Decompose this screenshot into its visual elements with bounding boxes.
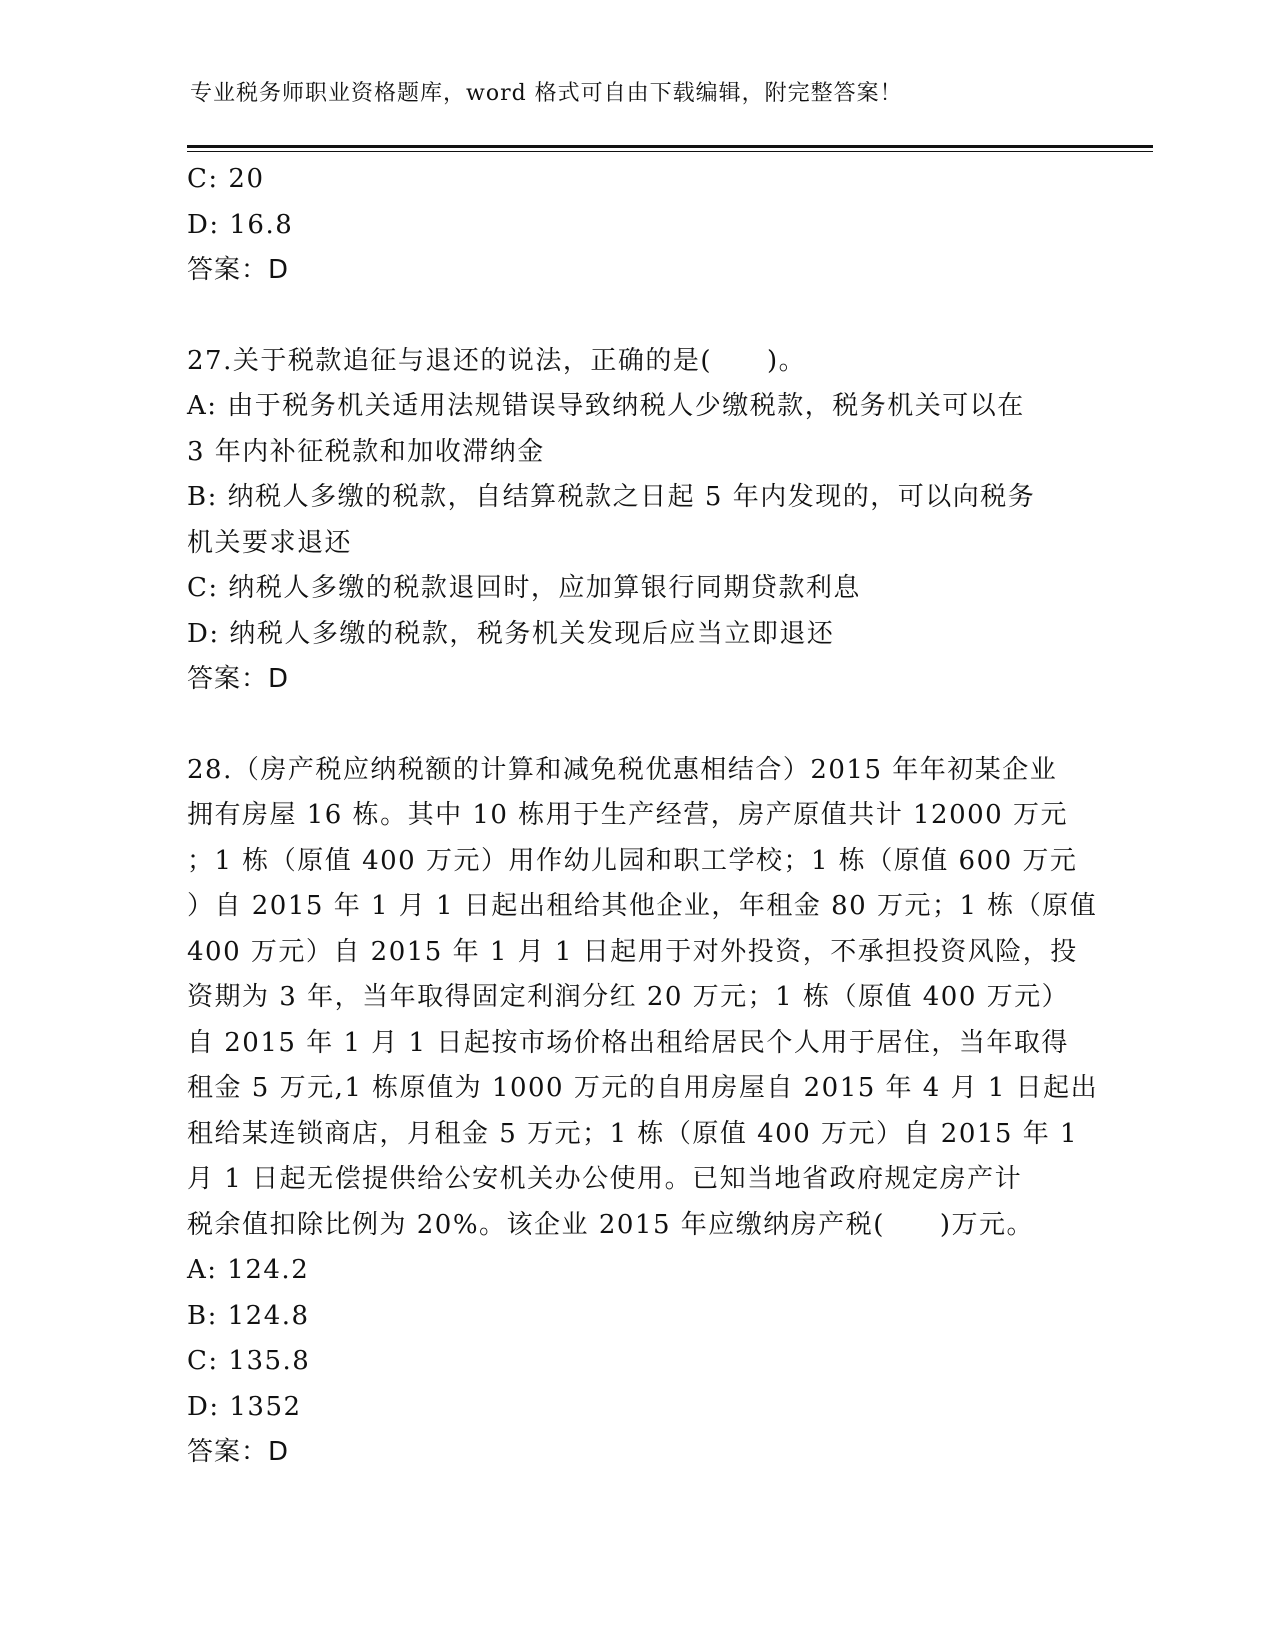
- question-28-stem-line: 月 1 日起无偿提供给公安机关办公使用。已知当地省政府规定房产计: [187, 1164, 1023, 1194]
- question-28-stem-line: 400 万元）自 2015 年 1 月 1 日起用于对外投资，不承担投资风险，投: [187, 936, 1078, 967]
- question-27-option-b: B: 纳税人多缴的税款，自结算税款之日起 5 年内发现的，可以向税务: [187, 482, 1036, 512]
- question-27-answer: 答案：D: [187, 664, 290, 694]
- spacer: [187, 294, 1087, 339]
- question-28-stem-line: 28.（房产税应纳税额的计算和减免税优惠相结合）2015 年年初某企业: [187, 754, 1058, 785]
- question-28-option-d: D: 1352: [187, 1391, 302, 1422]
- answer-line: 答案：D: [187, 255, 290, 285]
- question-28-option-a: A: 124.2: [187, 1255, 310, 1285]
- question-28-stem: [187, 748, 1099, 1249]
- header-rule-thin: [187, 151, 1153, 152]
- question-27-option-b-cont: 机关要求退还: [187, 527, 353, 558]
- question-27-option-a-cont: 3 年内补征税款和加收滞纳金: [187, 436, 545, 467]
- question-28-option-b: B: 124.8: [187, 1300, 310, 1331]
- question-28-option-c: C: 135.8: [187, 1346, 311, 1376]
- question-28-stem-line: ；1 栋（原值 400 万元）用作幼儿园和职工学校；1 栋（原值 600 万元: [187, 845, 1078, 876]
- spacer: [187, 703, 1087, 748]
- option-d: D: 16.8: [187, 209, 294, 240]
- question-27-option-d: D: 纳税人多缴的税款，税务机关发现后应当立即退还: [187, 618, 835, 649]
- question-28-stem-line: ）自 2015 年 1 月 1 日起出租给其他企业，年租金 80 万元；1 栋（原值: [187, 891, 1098, 921]
- question-28-answer: 答案：D: [187, 1437, 290, 1467]
- question-27-option-c: C: 纳税人多缴的税款退回时，应加算银行同期贷款利息: [187, 573, 861, 603]
- question-28-stem-line: 租给某连锁商店，月租金 5 万元；1 栋（原值 400 万元）自 2015 年 1: [187, 1118, 1079, 1149]
- question-28-stem-line: 租金 5 万元,1 栋原值为 1000 万元的自用房屋自 2015 年 4 月 1 日起出: [187, 1073, 1099, 1103]
- question-27-option-a: A: 由于税务机关适用法规错误导致纳税人少缴税款，税务机关可以在: [187, 391, 1025, 421]
- question-28-stem-line: 拥有房屋 16 栋。其中 10 栋用于生产经营，房产原值共计 12000 万元: [187, 800, 1068, 830]
- document-body: [187, 157, 1099, 1476]
- question-27-stem: 27.关于税款追征与退还的说法，正确的是( )。: [187, 345, 807, 376]
- option-c: C: 20: [187, 164, 265, 194]
- question-28-stem-line: 资期为 3 年，当年取得固定利润分红 20 万元；1 栋（原值 400 万元）: [187, 982, 1070, 1012]
- question-28-stem-line: 自 2015 年 1 月 1 日起按市场价格出租给居民个人用于居住，当年取得: [187, 1027, 1069, 1058]
- page-header: 专业税务师职业资格题库，word 格式可自由下载编辑，附完整答案！: [190, 81, 903, 106]
- question-28-stem-line: 税余值扣除比例为 20%。该企业 2015 年应缴纳房产税( )万元。: [187, 1209, 1035, 1240]
- header-rule-thick: [187, 145, 1153, 148]
